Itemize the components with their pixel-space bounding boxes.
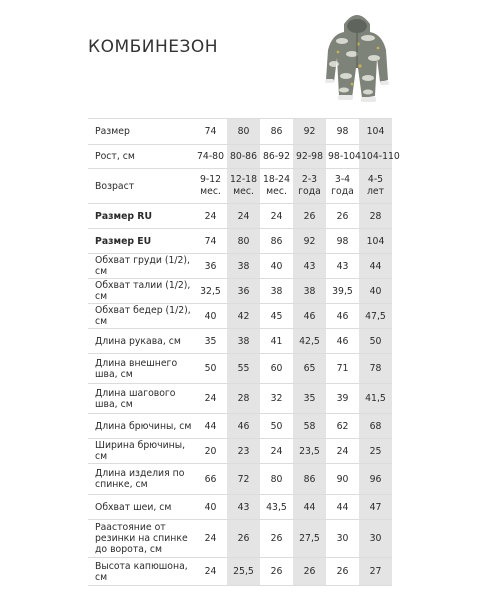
table-row bbox=[88, 279, 392, 304]
table-cell: 60 bbox=[260, 354, 293, 384]
row-label: Обхват бедер (1/2), см bbox=[88, 304, 194, 329]
table-cell: 80 bbox=[227, 119, 260, 145]
table-cell: 26 bbox=[293, 204, 326, 229]
table-cell: 65 bbox=[293, 354, 326, 384]
table-cell: 41,5 bbox=[359, 384, 392, 414]
table-cell: 12-18 мес. bbox=[227, 169, 260, 204]
table-row bbox=[88, 439, 392, 464]
table-cell: 46 bbox=[227, 414, 260, 439]
table-cell: 26 bbox=[293, 558, 326, 586]
row-label: Размер RU bbox=[88, 204, 194, 229]
table-cell: 74 bbox=[194, 119, 227, 145]
row-label: Обхват груди (1/2), см bbox=[88, 254, 194, 279]
table-cell: 66 bbox=[194, 464, 227, 495]
row-label: Возраст bbox=[88, 169, 194, 204]
page-title: КОМБИНЕЗОН bbox=[88, 37, 219, 57]
table-cell: 50 bbox=[359, 329, 392, 354]
row-label: Высота капюшона, см bbox=[88, 558, 194, 586]
table-cell: 28 bbox=[227, 384, 260, 414]
table-row bbox=[88, 329, 392, 354]
table-cell: 44 bbox=[194, 414, 227, 439]
table-row bbox=[88, 520, 392, 558]
table-row bbox=[88, 229, 392, 254]
table-cell: 96 bbox=[359, 464, 392, 495]
table-cell: 98-104 bbox=[326, 145, 359, 169]
table-cell: 86 bbox=[260, 119, 293, 145]
row-label: Длина внешнего шва, см bbox=[88, 354, 194, 384]
table-cell: 40 bbox=[359, 279, 392, 304]
table-cell: 30 bbox=[359, 520, 392, 558]
table-cell: 42 bbox=[227, 304, 260, 329]
row-label: Обхват талии (1/2), см bbox=[88, 279, 194, 304]
table-cell: 2-3 года bbox=[293, 169, 326, 204]
row-label: Размер EU bbox=[88, 229, 194, 254]
table-cell: 35 bbox=[194, 329, 227, 354]
table-cell: 24 bbox=[260, 439, 293, 464]
table-cell: 42,5 bbox=[293, 329, 326, 354]
table-cell: 72 bbox=[227, 464, 260, 495]
table-cell: 47,5 bbox=[359, 304, 392, 329]
table-cell: 36 bbox=[194, 254, 227, 279]
table-row bbox=[88, 354, 392, 384]
table-cell: 38 bbox=[260, 279, 293, 304]
table-cell: 32,5 bbox=[194, 279, 227, 304]
row-label: Длина брючины, см bbox=[88, 414, 194, 439]
table-cell: 104-110 bbox=[359, 145, 392, 169]
table-cell: 50 bbox=[194, 354, 227, 384]
table-cell: 74-80 bbox=[194, 145, 227, 169]
table-cell: 80 bbox=[227, 229, 260, 254]
table-cell: 40 bbox=[194, 304, 227, 329]
size-table bbox=[88, 118, 400, 586]
table-cell: 43 bbox=[293, 254, 326, 279]
table-cell: 98 bbox=[326, 229, 359, 254]
table-cell: 27 bbox=[359, 558, 392, 586]
table-row bbox=[88, 145, 392, 169]
table-cell: 44 bbox=[359, 254, 392, 279]
table-cell: 44 bbox=[293, 495, 326, 520]
table-cell: 35 bbox=[293, 384, 326, 414]
table-cell: 62 bbox=[326, 414, 359, 439]
table-row bbox=[88, 304, 392, 329]
table-cell: 38 bbox=[227, 254, 260, 279]
table-cell: 23,5 bbox=[293, 439, 326, 464]
table-cell: 92 bbox=[293, 229, 326, 254]
table-cell: 3-4 года bbox=[326, 169, 359, 204]
table-cell: 25,5 bbox=[227, 558, 260, 586]
row-label: Длина изделия по спинке, см bbox=[88, 464, 194, 495]
table-cell: 86-92 bbox=[260, 145, 293, 169]
table-cell: 68 bbox=[359, 414, 392, 439]
table-row bbox=[88, 169, 392, 204]
table-cell: 39 bbox=[326, 384, 359, 414]
row-label: Ширина брючины, см bbox=[88, 439, 194, 464]
row-label: Обхват шеи, см bbox=[88, 495, 194, 520]
table-cell: 26 bbox=[260, 558, 293, 586]
table-cell: 23 bbox=[227, 439, 260, 464]
table-cell: 40 bbox=[194, 495, 227, 520]
table-cell: 55 bbox=[227, 354, 260, 384]
table-cell: 9-12 мес. bbox=[194, 169, 227, 204]
table-cell: 18-24 мес. bbox=[260, 169, 293, 204]
table-cell: 43 bbox=[326, 254, 359, 279]
table-row bbox=[88, 119, 392, 145]
table-cell: 40 bbox=[260, 254, 293, 279]
table-row bbox=[88, 204, 392, 229]
table-cell: 44 bbox=[326, 495, 359, 520]
table-cell: 36 bbox=[227, 279, 260, 304]
table-cell: 4-5 лет bbox=[359, 169, 392, 204]
table-cell: 92 bbox=[293, 119, 326, 145]
table-cell: 78 bbox=[359, 354, 392, 384]
table-cell: 25 bbox=[359, 439, 392, 464]
table-cell: 98 bbox=[326, 119, 359, 145]
table-row bbox=[88, 414, 392, 439]
table-cell: 104 bbox=[359, 119, 392, 145]
table-cell: 58 bbox=[293, 414, 326, 439]
table-cell: 32 bbox=[260, 384, 293, 414]
table-cell: 24 bbox=[194, 384, 227, 414]
table-cell: 24 bbox=[227, 204, 260, 229]
table-cell: 43 bbox=[227, 495, 260, 520]
table-cell: 20 bbox=[194, 439, 227, 464]
table-cell: 74 bbox=[194, 229, 227, 254]
table-row bbox=[88, 495, 392, 520]
table-cell: 86 bbox=[293, 464, 326, 495]
table-cell: 41 bbox=[260, 329, 293, 354]
table-cell: 24 bbox=[194, 204, 227, 229]
row-label: Длина рукава, см bbox=[88, 329, 194, 354]
row-label: Раастояние от резинки на спинке до ворота, см bbox=[88, 520, 194, 558]
table-cell: 45 bbox=[260, 304, 293, 329]
table-cell: 46 bbox=[293, 304, 326, 329]
table-cell: 24 bbox=[194, 520, 227, 558]
table-cell: 43,5 bbox=[260, 495, 293, 520]
snowsuit-image bbox=[322, 6, 392, 106]
table-cell: 71 bbox=[326, 354, 359, 384]
table-cell: 26 bbox=[326, 204, 359, 229]
table-cell: 80 bbox=[260, 464, 293, 495]
row-label: Длина шагового шва, см bbox=[88, 384, 194, 414]
table-cell: 24 bbox=[194, 558, 227, 586]
table-cell: 39,5 bbox=[326, 279, 359, 304]
table-row bbox=[88, 464, 392, 495]
table-cell: 26 bbox=[326, 558, 359, 586]
table-cell: 104 bbox=[359, 229, 392, 254]
table-cell: 46 bbox=[326, 304, 359, 329]
table-cell: 26 bbox=[227, 520, 260, 558]
table-cell: 27,5 bbox=[293, 520, 326, 558]
table-cell: 26 bbox=[260, 520, 293, 558]
table-cell: 80-86 bbox=[227, 145, 260, 169]
table-row bbox=[88, 558, 392, 586]
table-cell: 24 bbox=[326, 439, 359, 464]
table-cell: 24 bbox=[260, 204, 293, 229]
table-cell: 92-98 bbox=[293, 145, 326, 169]
table-cell: 28 bbox=[359, 204, 392, 229]
table-cell: 50 bbox=[260, 414, 293, 439]
table-cell: 86 bbox=[260, 229, 293, 254]
row-label: Рост, см bbox=[88, 145, 194, 169]
table-cell: 90 bbox=[326, 464, 359, 495]
table-cell: 46 bbox=[326, 329, 359, 354]
table-cell: 38 bbox=[227, 329, 260, 354]
table-cell: 30 bbox=[326, 520, 359, 558]
table-row bbox=[88, 254, 392, 279]
row-label: Размер bbox=[88, 119, 194, 145]
table-row bbox=[88, 384, 392, 414]
table-cell: 38 bbox=[293, 279, 326, 304]
table-cell: 47 bbox=[359, 495, 392, 520]
